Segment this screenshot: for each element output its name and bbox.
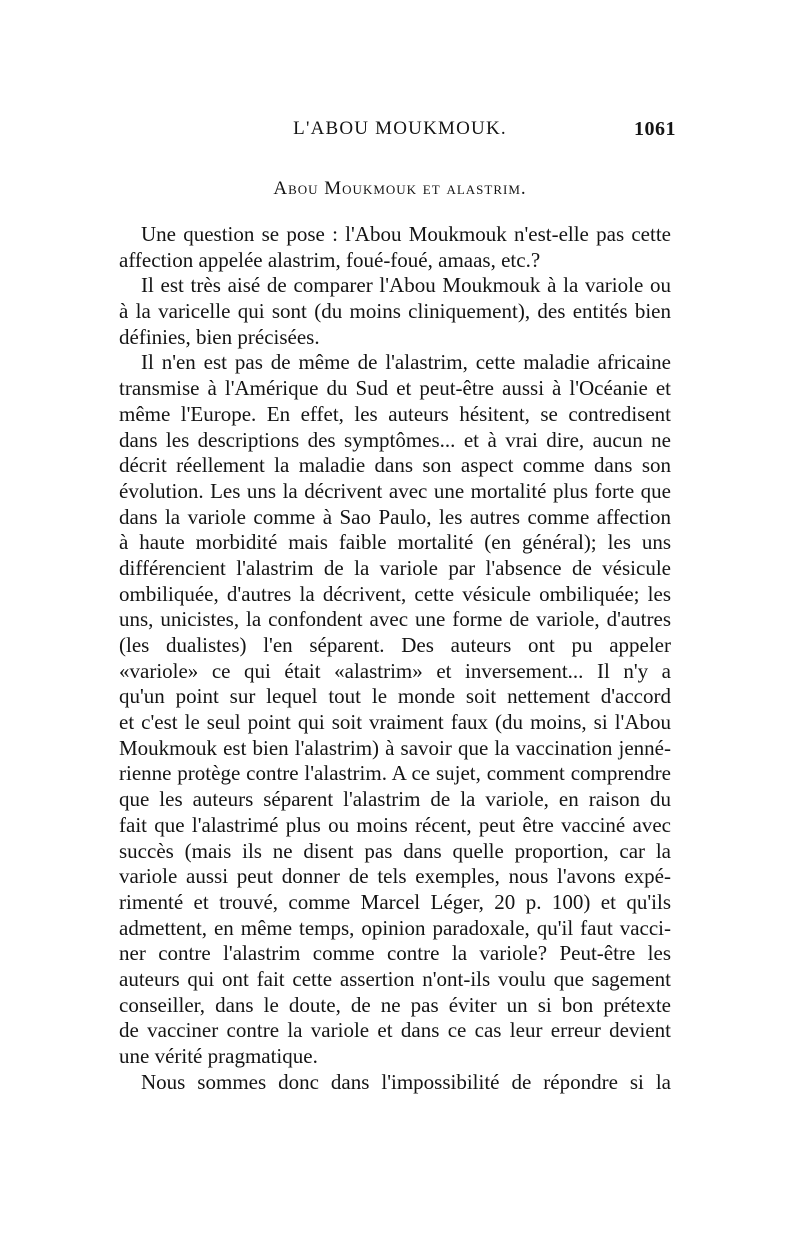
text-line: une vérité pragmatique. bbox=[119, 1044, 318, 1068]
text-line: succès (mais ils ne disent pas dans quelle proportion, car la bbox=[119, 838, 671, 863]
text-line: ombiliquée, d'autres la décrivent, cette vésicule ombiliquée; les bbox=[119, 581, 671, 606]
section-heading: Abou Moukmouk et alastrim. bbox=[273, 178, 527, 199]
text-line: uns, unicistes, la confondent avec une forme de variole, d'autres bbox=[119, 607, 671, 632]
text-line: différencient l'alastrim de la variole par l'absence de vésicule bbox=[119, 555, 671, 580]
text-line: de vacciner contre la variole et dans ce cas leur erreur devient bbox=[119, 1018, 671, 1043]
paragraph bbox=[119, 350, 671, 1069]
text-line: à la varicelle qui sont (du moins cliniquement), des entités bien bbox=[119, 299, 671, 324]
text-line: à haute morbidité mais faible mortalité (en général); les uns bbox=[119, 530, 671, 555]
text-line: rienne protège contre l'alastrim. A ce sujet, comment comprendre bbox=[119, 761, 671, 786]
paragraph bbox=[119, 273, 671, 350]
text-line: variole aussi peut donner de tels exemples, nous l'avons expé- bbox=[119, 864, 671, 889]
paragraph bbox=[119, 1070, 671, 1096]
text-line: évolution. Les uns la décrivent avec une mortalité plus forte que bbox=[119, 478, 671, 503]
body-text bbox=[119, 222, 671, 1095]
text-line: Une question se pose : l'Abou Moukmouk n'est-elle pas cette bbox=[141, 222, 671, 246]
text-line: affection appelée alastrim, foué-foué, amaas, etc.? bbox=[119, 247, 541, 272]
text-line: Il est très aisé de comparer l'Abou Moukmouk à la variole ou bbox=[141, 273, 671, 298]
text-line: «variole» ce qui était «alastrim» et inversement... Il n'y a bbox=[119, 658, 671, 683]
text-line: Moukmouk est bien l'alastrim) à savoir que la vaccination jenné- bbox=[119, 735, 671, 760]
text-line: que les auteurs séparent l'alastrim de la variole, en raison du bbox=[119, 787, 671, 812]
text-line: rimenté et trouvé, comme Marcel Léger, 20 p. 100) et qu'ils bbox=[119, 889, 671, 914]
text-line: Nous sommes donc dans l'impossibilité de répondre si la bbox=[141, 1069, 671, 1094]
text-line: ner contre l'alastrim comme contre la variole? Peut-être les bbox=[119, 941, 671, 966]
text-line: auteurs qui ont fait cette assertion n'ont-ils voulu que sagement bbox=[119, 966, 671, 991]
text-line: dans les descriptions des symptômes... et à vrai dire, aucun ne bbox=[119, 427, 671, 452]
text-line: Il n'en est pas de même de l'alastrim, cette maladie africaine bbox=[141, 350, 671, 375]
text-line: fait que l'alastrimé plus ou moins récent, peut être vacciné avec bbox=[119, 812, 671, 837]
paragraph bbox=[119, 222, 671, 273]
running-head bbox=[0, 118, 800, 144]
text-line: dans la variole comme à Sao Paulo, les autres comme affection bbox=[119, 504, 671, 529]
text-line: conseiller, dans le doute, de ne pas éviter un si bon prétexte bbox=[119, 992, 671, 1017]
page-number: 1061 bbox=[634, 118, 676, 140]
text-line: et c'est le seul point qui soit vraiment faux (du moins, si l'Abou bbox=[119, 710, 671, 735]
running-title: L'ABOU MOUKMOUK. bbox=[293, 118, 507, 139]
text-line: définies, bien précisées. bbox=[119, 324, 320, 349]
text-line: admettent, en même temps, opinion paradoxale, qu'il faut vacci- bbox=[119, 915, 671, 940]
text-line: décrit réellement la maladie dans son aspect comme dans son bbox=[119, 453, 671, 478]
text-line: (les dualistes) l'en séparent. Des auteurs ont pu appeler bbox=[119, 633, 671, 657]
text-line: même l'Europe. En effet, les auteurs hésitent, se contredisent bbox=[119, 401, 671, 426]
text-line: qu'un point sur lequel tout le monde soit nettement d'accord bbox=[119, 684, 671, 709]
text-line: transmise à l'Amérique du Sud et peut-être aussi à l'Océanie et bbox=[119, 376, 671, 401]
